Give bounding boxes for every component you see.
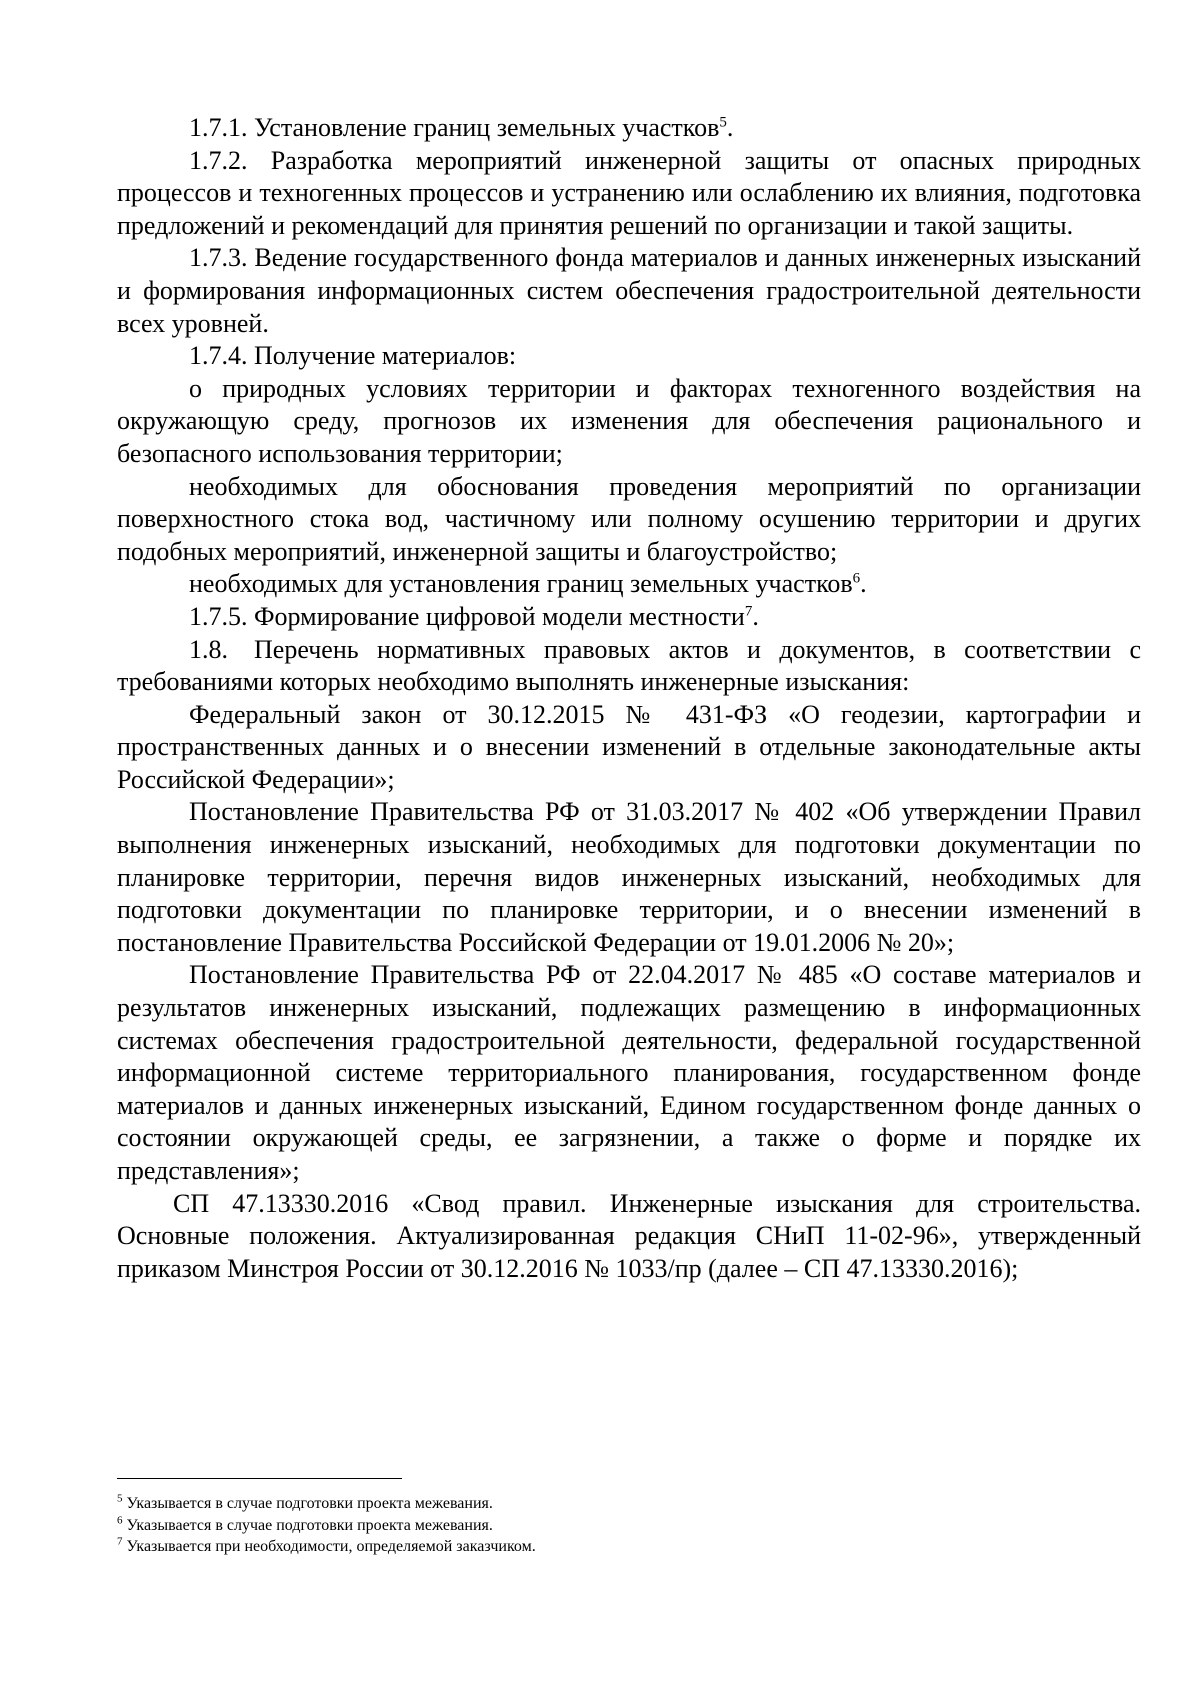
paragraph-resolution-485: Постановление Правительства РФ от 22.04.2017 № 485 «О составе материалов и результатов инженерных изысканий, подлежащих размещению в информационных системах обеспечения градостроительной деятельности, федеральной государственной информационной системе территориального планирования, государственном фонде материалов и данных инженерных изысканий, Едином государственном фонде данных о состоянии окружающей среды, ее загрязнении, а также о форме и порядке их представления»;	[117, 960, 1141, 1185]
document-body	[117, 112, 1141, 1285]
paragraph-1-7-5: 1.7.5. Формирование цифровой модели местности$^7$.	[189, 601, 759, 631]
footnote-ref-6: 6	[852, 570, 861, 587]
paragraph-natural-conditions: о природных условиях территории и факторах техногенного воздействия на окружающую среду, прогнозов их изменения для обеспечения рационального и безопасного использования территории;	[117, 373, 1141, 468]
footnote-ref-7: 7	[744, 603, 753, 620]
paragraph-1-7-2: 1.7.2. Разработка мероприятий инженерной защиты от опасных природных процессов и техногенных процессов и устранению или ослаблению их влияния, подготовка предложений и рекомендаций для принятия решений по организации и такой защиты.	[117, 145, 1141, 240]
footnote-ref-5: 5	[719, 114, 727, 131]
paragraph-resolution-402: Постановление Правительства РФ от 31.03.2017 № 402 «Об утверждении Правил выполнения инженерных изысканий, необходимых для подготовки документации по планировке территории, перечня видов инженерных изысканий, необходимых для подготовки документации по планировке территории, и о внесении изменений в постановление Правительства Российской Федерации от 19.01.2006 № 20»;	[117, 797, 1141, 957]
paragraph-1-7-3: 1.7.3. Ведение государственного фонда материалов и данных инженерных изысканий и формирования информационных систем обеспечения градостроительной деятельности всех уровней.	[117, 243, 1141, 338]
paragraph-1-8: 1.8. Перечень нормативных правовых актов и документов, в соответствии с требованиями которых необходимо выполнять инженерные изыскания:	[117, 634, 1141, 697]
paragraph-1-7-1: 1.7.1. Установление границ земельных участков$^5$.	[189, 113, 734, 142]
paragraph-surface-runoff: необходимых для обоснования проведения мероприятий по организации поверхностного стока вод, частичному или полному осушению территории и других подобных мероприятий, инженерной защиты и благоустройство;	[117, 471, 1141, 566]
paragraph-land-boundaries: необходимых для установления границ земельных участков$^6$.	[189, 569, 867, 599]
paragraph-1-7-4: 1.7.4. Получение материалов:	[189, 341, 517, 371]
footnotes	[117, 1493, 1017, 1558]
paragraph-federal-law: Федеральный закон от 30.12.2015 № 431-ФЗ «О геодезии, картографии и пространственных данных и о внесении изменений в отдельные законодательные акты Российской Федерации»;	[117, 699, 1141, 794]
footnote-5: $^5$ Указывается в случае подготовки проекта межевания.	[117, 1492, 493, 1512]
footnote-7: $^7$ Указывается при необходимости, определяемой заказчиком.	[117, 1535, 536, 1555]
footnote-separator	[117, 1478, 402, 1479]
footnote-6: $^6$ Указывается в случае подготовки проекта межевания.	[117, 1514, 493, 1534]
paragraph-sp-47: СП 47.13330.2016 «Свод правил. Инженерные изыскания для строительства. Основные положения. Актуализированная редакция СНиП 11-02-96», утвержденный приказом Минстроя России от 30.12.2016 № 1033/пр (далее – СП 47.13330.2016);	[117, 1188, 1141, 1283]
